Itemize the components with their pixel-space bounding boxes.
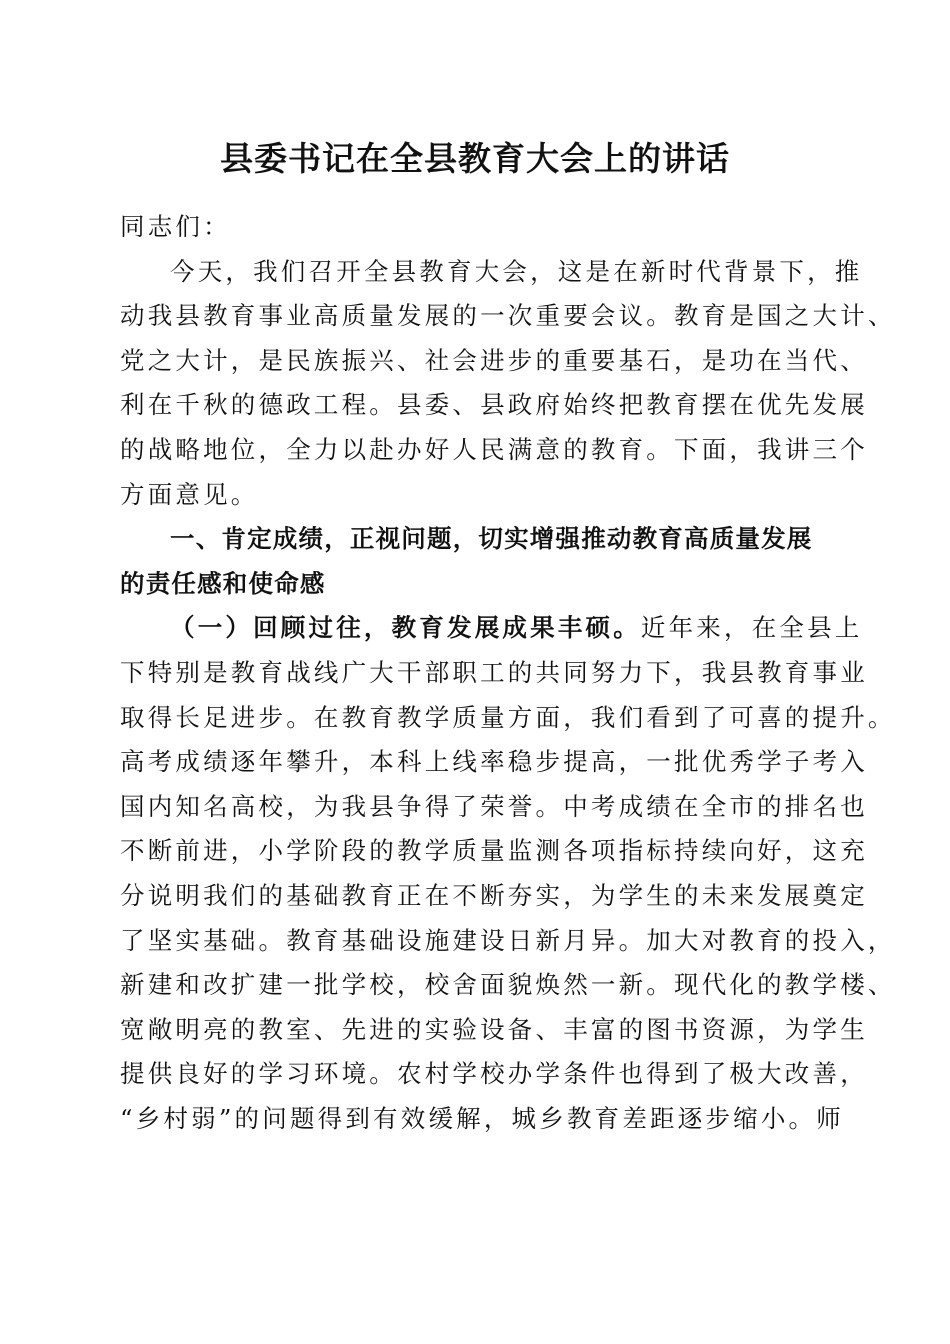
paragraph-line: 的战略地位，全力以赴办好人民满意的教育。下面，我讲三个 (120, 434, 868, 464)
paragraph-line: 今天，我们召开全县教育大会，这是在新时代背景下，推 (170, 256, 863, 286)
paragraph-line: 国内知名高校，为我县争得了荣誉。中考成绩在全市的排名也 (120, 791, 868, 821)
document-body (120, 205, 896, 1141)
paragraph-line: 了坚实基础。教育基础设施建设日新月异。加大对教育的投入， (120, 925, 896, 955)
section-heading-line: 的责任感和使命感 (120, 568, 326, 598)
paragraph-line: 宽敞明亮的教室、先进的实验设备、丰富的图书资源，为学生 (120, 1014, 868, 1044)
subsection-first-rest: 近年来，在全县上 (640, 613, 863, 643)
paragraph-line: 提供良好的学习环境。农村学校办学条件也得到了极大改善， (120, 1059, 868, 1089)
paragraph-line: 利在千秋的德政工程。县委、县政府始终把教育摆在优先发展 (120, 390, 868, 420)
subsection-first-line (120, 606, 863, 651)
paragraph-line: 动我县教育事业高质量发展的一次重要会议。教育是国之大计、 (120, 301, 896, 331)
paragraph-line: 党之大计，是民族振兴、社会进步的重要基石，是功在当代、 (120, 345, 868, 375)
paragraph-line: “乡村弱”的问题得到有效缓解，城乡教育差距逐步缩小。师 (120, 1103, 844, 1133)
paragraph-line: 新建和改扩建一批学校，校舍面貌焕然一新。现代化的教学楼、 (120, 970, 896, 1000)
document-title: 县委书记在全县教育大会上的讲话 (220, 139, 730, 178)
paragraph-line: 取得长足进步。在教育教学质量方面，我们看到了可喜的提升。 (120, 702, 896, 732)
paragraph-line: 下特别是教育战线广大干部职工的共同努力下，我县教育事业 (120, 657, 868, 687)
paragraph-line: 方面意见。 (120, 479, 259, 509)
subsection-lead: （一）回顾过往，教育发展成果丰硕。 (170, 613, 641, 643)
paragraph-line: 不断前进，小学阶段的教学质量监测各项指标持续向好，这充 (120, 836, 868, 866)
salutation: 同志们： (120, 212, 231, 241)
paragraph-line: 分说明我们的基础教育正在不断夯实，为学生的未来发展奠定 (120, 880, 868, 910)
section-heading-line: 一、肯定成绩，正视问题，切实增强推动教育高质量发展 (170, 524, 813, 554)
paragraph-line: 高考成绩逐年攀升，本科上线率稳步提高，一批优秀学子考入 (120, 747, 868, 777)
